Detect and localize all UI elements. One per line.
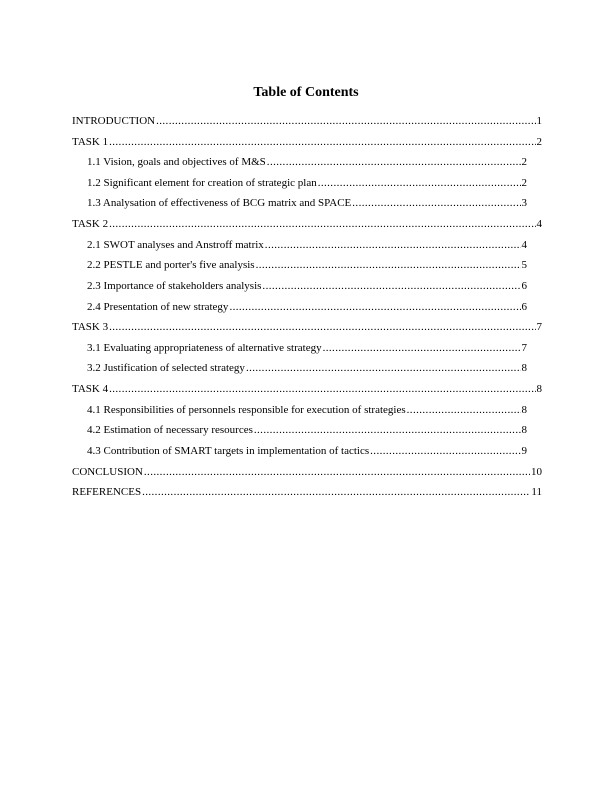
toc-entry-label: TASK 2 [72, 218, 109, 230]
dot-leader [256, 258, 521, 272]
toc-entry-page: 8 [521, 362, 527, 374]
dot-leader [109, 320, 535, 334]
toc-entry-4-3[interactable] [87, 444, 527, 458]
toc-entry-3-1[interactable] [87, 341, 527, 355]
dot-leader [262, 279, 520, 293]
toc-entry-label: TASK 1 [72, 136, 109, 148]
toc-entry-1-2[interactable] [87, 176, 527, 190]
toc-entry-page: 3 [521, 197, 527, 209]
toc-entry-2-2[interactable] [87, 258, 527, 272]
toc-entry-page: 4 [536, 218, 542, 230]
toc-entry-conclusion[interactable] [72, 465, 542, 479]
toc-entry-label: 2.2 PESTLE and porter's five analysis [87, 259, 255, 271]
toc-entry-page: 4 [521, 239, 527, 251]
toc-entry-introduction[interactable] [72, 114, 542, 128]
toc-entry-2-4[interactable] [87, 300, 527, 314]
dot-leader [246, 361, 521, 375]
toc-entry-4-2[interactable] [87, 423, 527, 437]
toc-entry-page: 9 [521, 445, 527, 457]
toc-entry-page: 2 [521, 177, 527, 189]
toc-entry-page: 7 [521, 342, 527, 354]
toc-entry-2-3[interactable] [87, 279, 527, 293]
toc-entry-page: 11 [531, 486, 542, 498]
toc-entry-3-2[interactable] [87, 361, 527, 375]
toc-entry-label: 2.3 Importance of stakeholders analysis [87, 280, 262, 292]
toc-entry-page: 5 [521, 259, 527, 271]
toc-entry-2-1[interactable] [87, 238, 527, 252]
dot-leader [254, 423, 521, 437]
toc-entry-page: 8 [521, 404, 527, 416]
toc-entry-label: 1.3 Analysation of effectiveness of BCG matrix and SPACE [87, 197, 352, 209]
toc-entry-page: 7 [536, 321, 542, 333]
dot-leader [156, 114, 535, 128]
dot-leader [267, 155, 521, 169]
toc-entry-page: 6 [521, 280, 527, 292]
toc-entry-label: REFERENCES [72, 486, 142, 498]
toc-entry-label: CONCLUSION [72, 466, 143, 478]
toc-entry-task-2[interactable] [72, 217, 542, 231]
toc-entry-task-3[interactable] [72, 320, 542, 334]
dot-leader [265, 238, 521, 252]
dot-leader [109, 217, 535, 231]
toc-entry-label: 3.2 Justification of selected strategy [87, 362, 245, 374]
toc-entry-page: 1 [536, 115, 542, 127]
toc-entry-1-1[interactable] [87, 155, 527, 169]
toc-entry-4-1[interactable] [87, 403, 527, 417]
toc-entry-label: TASK 3 [72, 321, 109, 333]
dot-leader [144, 465, 530, 479]
dot-leader [407, 403, 521, 417]
dot-leader [109, 382, 535, 396]
dot-leader [318, 176, 521, 190]
dot-leader [352, 196, 520, 210]
toc-entry-label: 2.1 SWOT analyses and Anstroff matrix [87, 239, 264, 251]
toc-entry-task-4[interactable] [72, 382, 542, 396]
toc-entry-label: 1.1 Vision, goals and objectives of M&S [87, 156, 266, 168]
toc-entry-label: 4.3 Contribution of SMART targets in implementation of tactics [87, 445, 370, 457]
toc-entry-page: 2 [521, 156, 527, 168]
toc-entry-page: 6 [521, 301, 527, 313]
dot-leader [142, 485, 530, 499]
toc-entry-task-1[interactable] [72, 135, 542, 149]
toc-entry-page: 8 [536, 383, 542, 395]
toc-entry-label: TASK 4 [72, 383, 109, 395]
dot-leader [323, 341, 521, 355]
toc-entry-page: 8 [521, 424, 527, 436]
toc-entry-label: 4.2 Estimation of necessary resources [87, 424, 253, 436]
dot-leader [109, 135, 535, 149]
toc-entry-label: 4.1 Responsibilities of personnels responsible for execution of strategies [87, 404, 406, 416]
toc-entry-references[interactable] [72, 485, 542, 499]
toc-entry-label: 2.4 Presentation of new strategy [87, 301, 229, 313]
toc-entry-page: 10 [531, 466, 542, 478]
toc-title: Table of Contents [253, 85, 359, 100]
toc-entry-label: 3.1 Evaluating appropriateness of alternative strategy [87, 342, 322, 354]
toc-entry-label: INTRODUCTION [72, 115, 156, 127]
dot-leader [229, 300, 520, 314]
toc-entry-page: 2 [536, 136, 542, 148]
toc-entry-label: 1.2 Significant element for creation of strategic plan [87, 177, 317, 189]
toc-entry-1-3[interactable] [87, 196, 527, 210]
dot-leader [370, 444, 520, 458]
